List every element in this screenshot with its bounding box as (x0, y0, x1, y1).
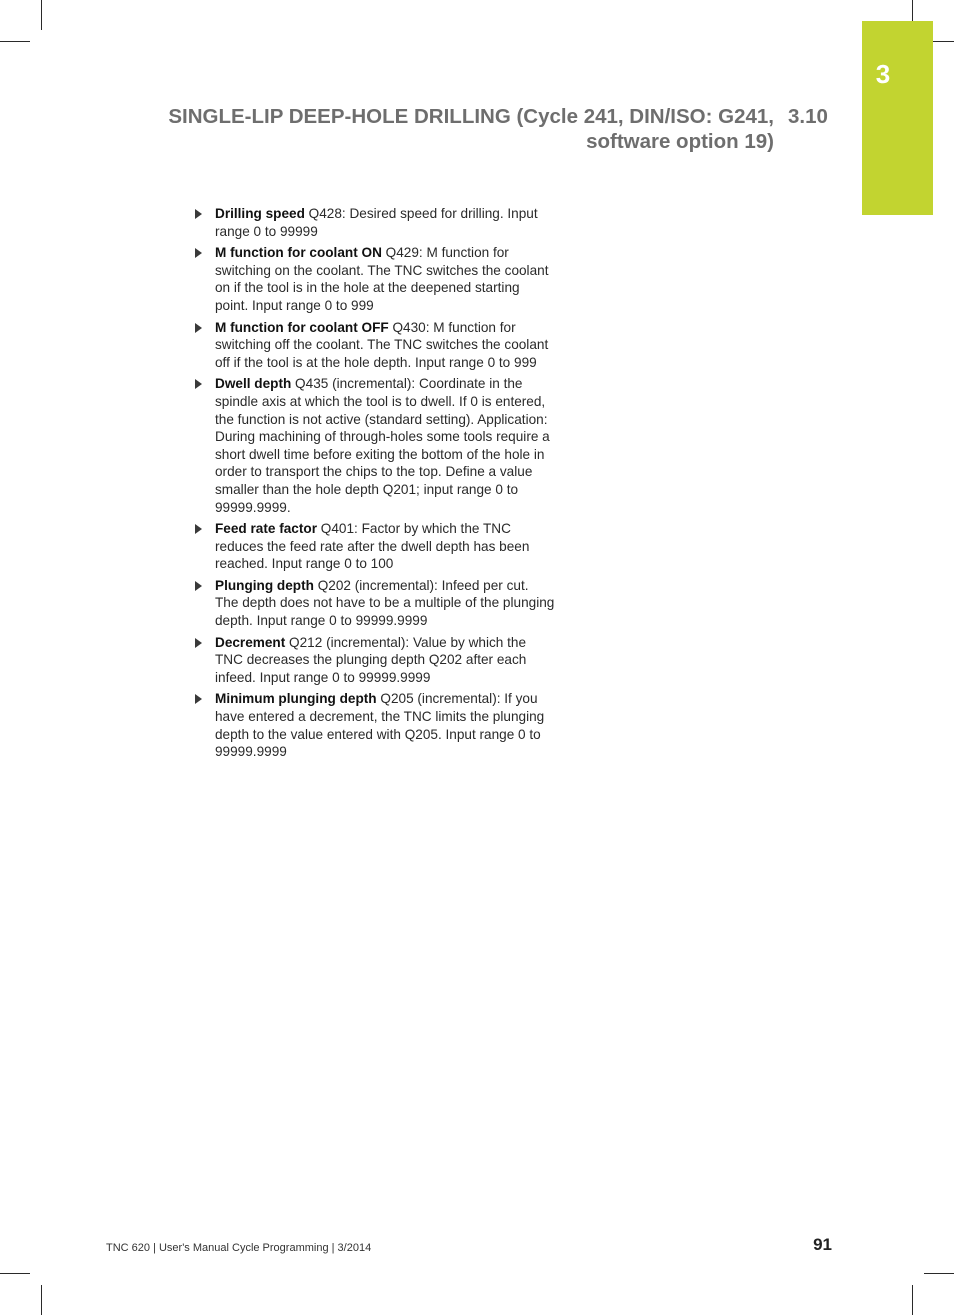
triangle-bullet-icon (195, 379, 202, 389)
chapter-tab (862, 21, 933, 215)
param-term: Plunging depth (215, 577, 314, 593)
list-item (193, 577, 555, 630)
param-description: Q212 (incremental): Value by which the TNC decreases the plunging depth Q202 after each infeed. Input range 0 to 99999.9999 (215, 634, 527, 685)
param-description: Q435 (incremental): Coordinate in the spindle axis at which the tool is to dwell. If 0 is entered, the function is not active (standard setting). Application: During machining of through-holes some tools require a short dwell time before exiting the bottom of the hole in order to transport the chips to the top. Define a value smaller than the hole depth Q201; input range 0 to 99999.9999. (215, 376, 550, 515)
param-term: Dwell depth (215, 376, 292, 392)
crop-mark-top-left-h (0, 41, 30, 42)
list-item (193, 634, 555, 687)
header-section-number: 3.10 (788, 105, 828, 128)
list-item (193, 205, 555, 240)
param-description: Q428: Desired speed for drilling. Input range 0 to 99999 (215, 206, 538, 239)
page-header-title (140, 104, 774, 154)
header-title-line-2: software option 19) (586, 130, 774, 153)
list-item (193, 520, 555, 573)
param-term: Decrement (215, 634, 286, 650)
param-term: M function for coolant OFF (215, 319, 389, 335)
triangle-bullet-icon (195, 638, 202, 648)
triangle-bullet-icon (195, 323, 202, 333)
param-description: Q401: Factor by which the TNC reduces the feed rate after the dwell depth has been reached. Input range 0 to 100 (215, 521, 530, 572)
crop-mark-bottom-right-v (912, 1285, 913, 1315)
param-term: M function for coolant ON (215, 245, 382, 261)
parameter-list (193, 205, 555, 765)
crop-mark-top-left-v (41, 0, 42, 30)
triangle-bullet-icon (195, 209, 202, 219)
list-item (193, 319, 555, 372)
list-item (193, 375, 555, 516)
page-footer-text: TNC 620 | User's Manual Cycle Programming | 3/2014 (106, 1242, 372, 1254)
param-term: Drilling speed (215, 206, 305, 221)
param-description: Q205 (incremental): If you have entered a decrement, the TNC limits the plunging depth to the value entered with Q205. Input range 0 to 99999.9999 (215, 691, 545, 760)
triangle-bullet-icon (195, 694, 202, 704)
triangle-bullet-icon (195, 581, 202, 591)
crop-mark-bottom-left-v (41, 1285, 42, 1315)
param-description: Q430: M function for switching off the coolant. The TNC switches the coolant off if the tool is at the hole depth. Input range 0 to 999 (215, 319, 549, 370)
triangle-bullet-icon (195, 524, 202, 534)
triangle-bullet-icon (195, 248, 202, 258)
list-item (193, 244, 555, 314)
chapter-number: 3 (875, 59, 891, 89)
param-term: Minimum plunging depth (215, 691, 377, 707)
param-description: Q202 (incremental): Infeed per cut. The depth does not have to be a multiple of the plunging depth. Input range 0 to 99999.9999 (215, 577, 555, 629)
param-description: Q429: M function for switching on the coolant. The TNC switches the coolant on if the tool is in the hole at the deepened starting point. Input range 0 to 999 (215, 245, 549, 313)
crop-mark-bottom-left-h (0, 1273, 30, 1274)
list-item (193, 690, 555, 760)
page-number: 91 (813, 1235, 832, 1254)
header-title-line-1: SINGLE-LIP DEEP-HOLE DRILLING (Cycle 241, DIN/ISO: G241, (168, 105, 774, 128)
param-term: Feed rate factor (215, 521, 317, 537)
crop-mark-bottom-right-h (924, 1273, 954, 1274)
